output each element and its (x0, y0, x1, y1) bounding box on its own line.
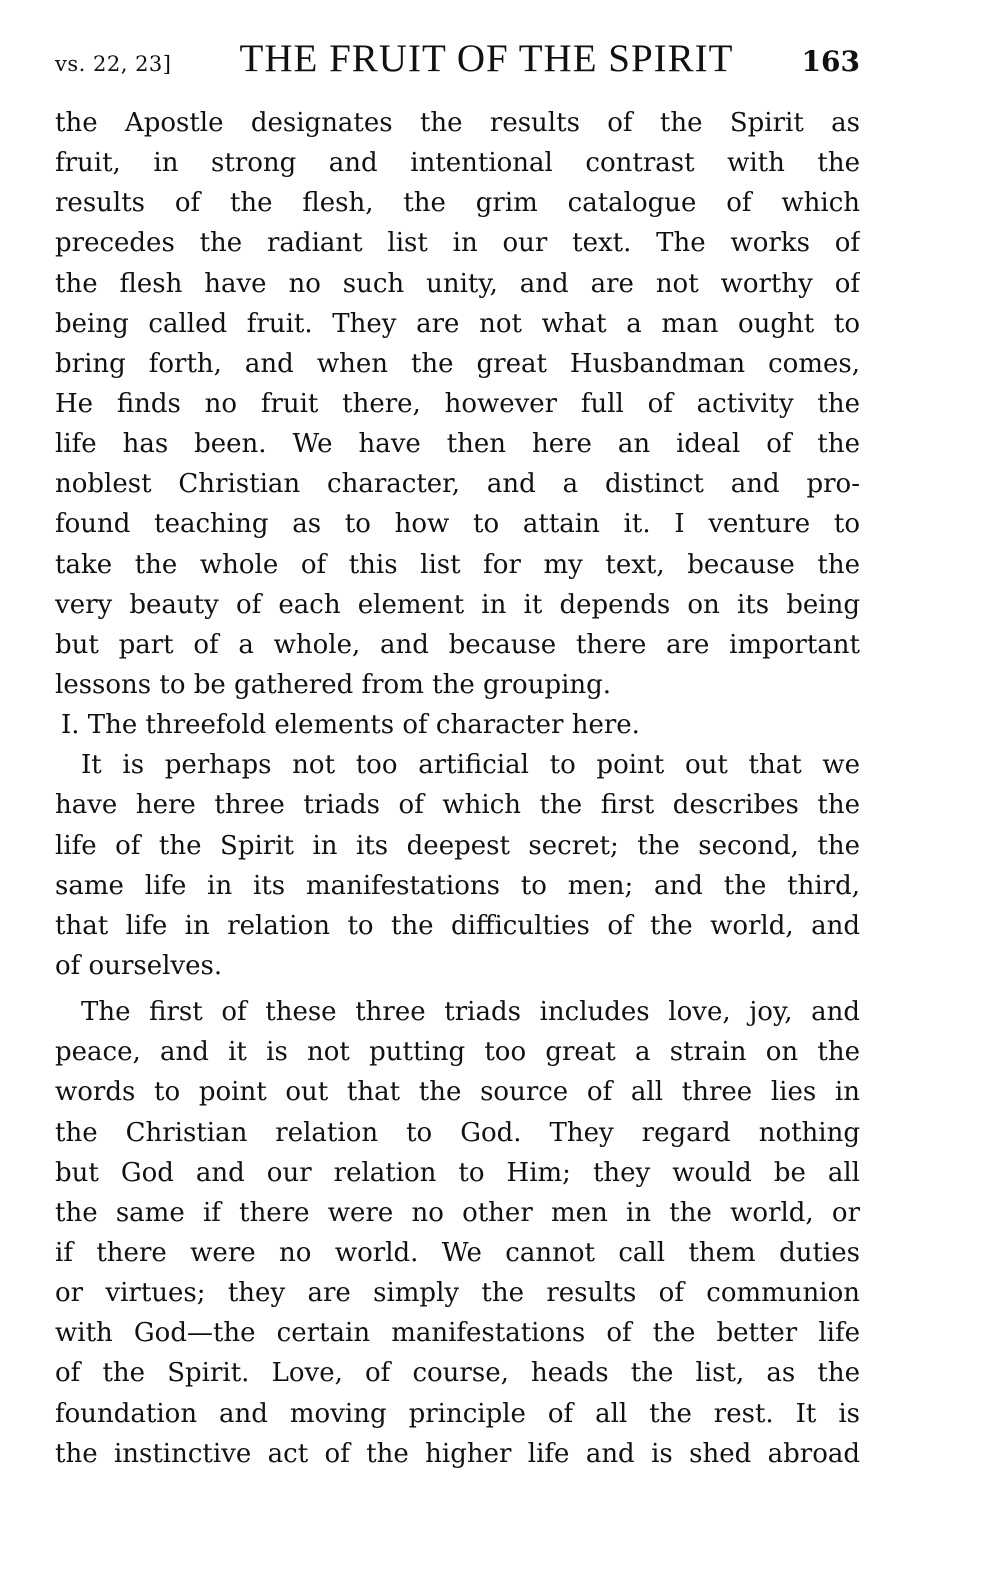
text-line: foundation and moving principle of all the rest. It is (55, 1398, 860, 1429)
section-heading (55, 705, 860, 745)
text-line: the instinctive act of the higher life and is shed abroad (55, 1438, 860, 1469)
text-line: take the whole of this list for my text, because the (55, 549, 860, 580)
text-line: have here three triads of which the first describes the (55, 790, 860, 821)
text-line: but part of a whole, and because there are important (55, 629, 860, 660)
text-line: that life in relation to the difficulties of the world, and (55, 910, 860, 941)
text-line: being called fruit. They are not what a man ought to (55, 308, 860, 339)
text-line: found teaching as to how to attain it. I venture to (55, 509, 860, 540)
text-line: life has been. We have then here an ideal of the (55, 429, 860, 460)
text-line: the flesh have no such unity, and are not worthy of (55, 268, 860, 299)
text-line: with God—the certain manifestations of the better life (55, 1318, 860, 1349)
paragraph-3 (55, 992, 860, 1474)
paragraph-1 (55, 103, 860, 705)
text-line: bring forth, and when the great Husbandman comes, (55, 348, 860, 379)
text-line: noblest Christian character, and a distinct and pro- (55, 469, 860, 500)
page-number: 163 (801, 45, 860, 78)
text-line: lessons to be gathered from the grouping. (55, 669, 612, 700)
text-line: precedes the radiant list in our text. The works of (55, 228, 860, 259)
section-heading-text: I. The threefold elements of character here. (61, 710, 640, 741)
running-title: THE FRUIT OF THE SPIRIT (239, 37, 734, 80)
text-line: the Christian relation to God. They regard nothing (55, 1117, 860, 1148)
text-line: He finds no fruit there, however full of activity the (55, 388, 860, 419)
text-line: words to point out that the source of all three lies in (55, 1077, 860, 1108)
text-line: the same if there were no other men in the world, or (55, 1197, 860, 1228)
text-line: life of the Spirit in its deepest secret; the second, the (55, 830, 860, 861)
body-text (55, 103, 860, 1474)
text-line: results of the flesh, the grim catalogue of which (55, 188, 860, 219)
text-line: It is perhaps not too artificial to point out that we (81, 750, 860, 781)
text-line: if there were no world. We cannot call them duties (55, 1237, 860, 1268)
text-line: the Apostle designates the results of the Spirit as (55, 108, 860, 138)
text-line: but God and our relation to Him; they would be all (55, 1157, 860, 1188)
verse-reference: vs. 22, 23] (55, 52, 172, 76)
running-header (55, 36, 860, 88)
text-line: of the Spirit. Love, of course, heads the list, as the (55, 1358, 860, 1389)
text-line: same life in its manifestations to men; and the third, (55, 870, 860, 901)
text-line: The first of these three triads includes love, joy, and (81, 997, 860, 1028)
text-line: very beauty of each element in it depends on its being (55, 589, 860, 620)
paragraph-2 (55, 745, 860, 986)
text-line: or virtues; they are simply the results of communion (55, 1278, 860, 1309)
text-line: fruit, in strong and intentional contrast with the (55, 148, 860, 179)
text-line: peace, and it is not putting too great a strain on the (55, 1037, 860, 1068)
text-line: of ourselves. (55, 950, 223, 981)
